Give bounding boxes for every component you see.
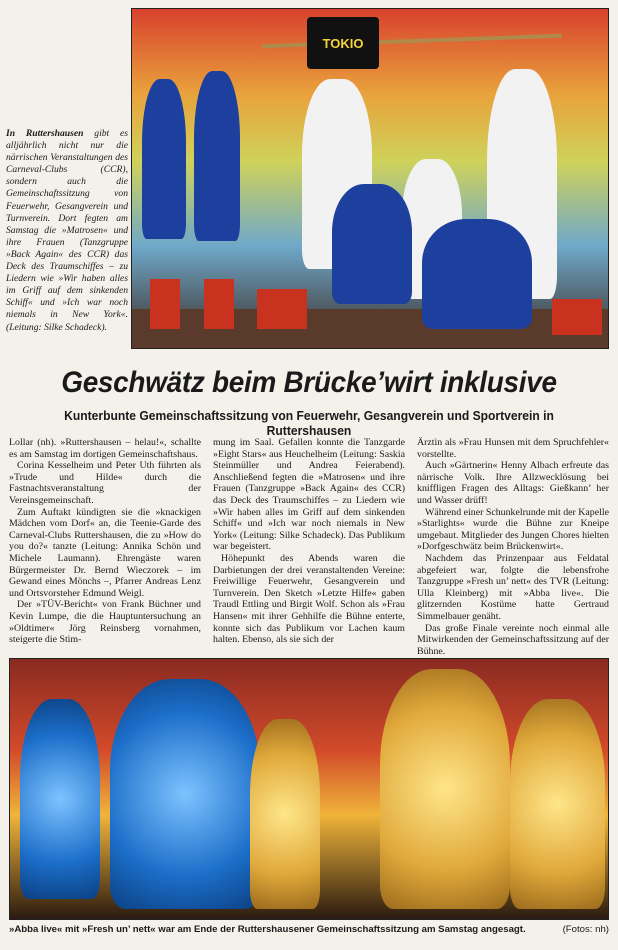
- article-headline: Geschwätz beim Brücke’wirt inklusive: [61, 366, 557, 399]
- article-paragraph: Nachdem das Prinzenpaar aus Feldatal abgefeiert war, folgte die lebensfrohe Tanzgruppe »Fresh un’ nett« des TVR (Leitung: Ulla Kleinberg) mit »Abba live«. Die glitzernden Kostüme hatte Gertraud Simmelbauer genäht.: [417, 552, 609, 622]
- dancer-figure: [380, 669, 510, 909]
- dancer-figure: [510, 699, 605, 909]
- dancer-boot: [150, 279, 180, 329]
- photo-credit: (Fotos: nh): [562, 924, 609, 935]
- dancer-boot: [204, 279, 234, 329]
- dancer-figure: [194, 71, 240, 241]
- article-body: [9, 437, 609, 657]
- dancer-boot: [552, 299, 602, 335]
- article-column-3: [417, 437, 609, 657]
- article-paragraph: Während einer Schunkelrunde mit der Kapelle »Starlights« wurde die Bühne zur Kneipe umgebaut. Mitglieder des Jungen Chores hielten »Dorfgeschwätz beim Brückenwirt«.: [417, 506, 609, 553]
- article-paragraph: Zum Auftakt kündigten sie die »knackigen Mädchen vom Dorf« an, die Teenie-Garde des Carneval-Clubs Ruttershausen, die zu »How do you do?« tanzte (Leitung: Annika Schön und Michele Laumann). Ehrengäste waren Bürgermeister Dr. Bernd Wieczorek – im Gewand eines Mönchs –, Pfarrer Andreas Lenz und Ortsvorsteher Edmund Weigl.: [9, 506, 201, 599]
- article-paragraph: Lollar (nh). »Ruttershausen – helau!«, schallte es am Samstag im dortigen Gemeinschaftshaus.: [9, 437, 201, 460]
- article-column-2: [213, 437, 405, 646]
- article-paragraph: Der »TÜV-Bericht« von Frank Büchner und Kevin Lumpe, die die Hauptuntersuchung an »Oldtimer« Jörg Reinsberg vornahmen, steigerte die Stim-: [9, 599, 201, 646]
- article-paragraph: Corina Kesselheim und Peter Uth führten als »Trude und Hilde« durch die Fastnachtsveranstaltung der Vereinsgemeinschaft.: [9, 460, 201, 506]
- dancer-figure: [142, 79, 186, 239]
- tokio-sign: TOKIO: [307, 17, 379, 69]
- dancer-figure: [422, 219, 532, 329]
- dancer-figure: [20, 699, 100, 899]
- dancer-figure: [332, 184, 412, 304]
- dancer-figure: [250, 719, 320, 909]
- top-photo-caption: [6, 128, 128, 334]
- article-paragraph: Auch »Gärtnerin« Henny Albach erfreute das närrische Volk. Ihre Allzwecklösung bei kniffligen Fragen des Alltags: Gießkann’ her und Wasser drüff!: [417, 460, 609, 506]
- article-paragraph: Ärztin als »Frau Hunsen mit dem Spruchfehler« vorstellte.: [417, 437, 609, 460]
- dancer-boot: [257, 289, 307, 329]
- article-paragraph: Höhepunkt des Abends waren die Darbietungen der drei veranstaltenden Vereine: Freiwillige Feuerwehr, Gesangverein und Turnverein. Den Sketch »Letzte Hilfe« gaben Traudl Ettling und Birgit Wolf. Schon als »Frau Hansen« mit ihrer Gehhilfe die Bühne enterte, konnte sich das Publikum vor Lachen kaum halten. Ebenso, als sie sich der: [213, 552, 405, 646]
- article-paragraph: mung im Saal. Gefallen konnte die Tanzgarde »Eight Stars« aus Heuchelheim (Leitung: Saskia Steinmüller und Andrea Feierabend). Anschließend fegten die »Matrosen« und ihre Frauen (Tanzgruppe »Back Again« des CCR) das Deck des Traumschiffes – zu Liedern wie »Wir haben alles im Griff auf dem sinkenden Schiff« und »Ich war noch niemals in New York« (Leitung: Silke Schadeck). Das Publikum war begeistert.: [213, 437, 405, 553]
- article-column-1: [9, 437, 201, 646]
- stage-photo-sailors: [131, 8, 609, 349]
- bottom-photo-caption: [9, 924, 609, 935]
- caption-body: gibt es alljährlich nicht nur die närrischen Veranstaltungen des Carneval-Clubs (CCR), sondern auch die Gemeinschaftssitzung von Feuerwehr, Gesangverein und Turnverein. Dort fegten am Samstag die »Matrosen« und ihre Frauen (Tanzgruppe »Back Again« des CCR) das Deck des Traumschiffes – zu Liedern wie »Wir haben alles im Griff auf dem sinkenden Schiff« und »Ich war noch niemals in New York«. (Leitung: Silke Schadeck).: [6, 128, 128, 333]
- caption-lead: In Ruttershausen: [6, 128, 84, 139]
- stage-photo-abba-dancers: [9, 658, 609, 920]
- caption-text: »Abba live« mit »Fresh un’ nett« war am Ende der Ruttershausener Gemeinschaftssitzung am Samstag angesagt.: [9, 924, 526, 935]
- article-subheadline: Kunterbunte Gemeinschaftssitzung von Feuerwehr, Gesangverein und Sportverein in Ruttershausen: [64, 408, 554, 438]
- dancer-figure: [110, 679, 260, 909]
- article-paragraph: Das große Finale vereinte noch einmal alle Mitwirkenden der Gemeinschaftssitzung auf der Bühne.: [417, 622, 609, 657]
